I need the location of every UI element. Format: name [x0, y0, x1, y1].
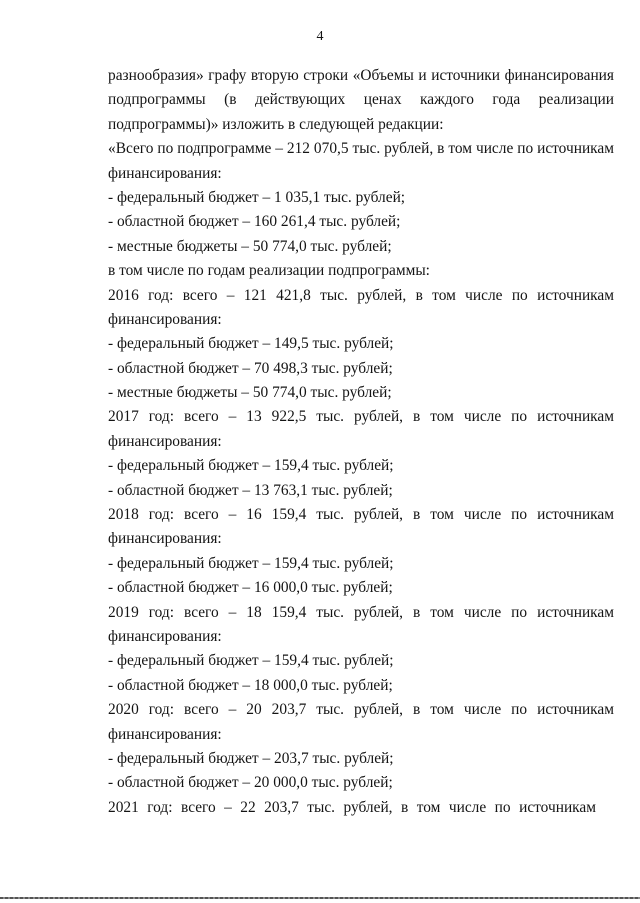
text-line: 2020 год: всего – 20 203,7 тыс. рублей, в том числе по источникам [108, 701, 614, 719]
text-line: - местные бюджеты – 50 774,0 тыс. рублей; [108, 384, 392, 402]
text-line: - федеральный бюджет – 159,4 тыс. рублей; [108, 652, 394, 670]
text-line: - областной бюджет – 160 261,4 тыс. рублей; [108, 213, 401, 231]
document-body [108, 64, 614, 820]
text-line: в том числе по годам реализации подпрограммы: [108, 262, 430, 280]
text-line: - областной бюджет – 16 000,0 тыс. рублей; [108, 579, 393, 597]
text-line: - областной бюджет – 70 498,3 тыс. рублей; [108, 359, 393, 377]
text-line: разнообразия» графу вторую строки «Объемы и источники финансирования [108, 67, 614, 84]
text-line: 2019 год: всего – 18 159,4 тыс. рублей, в том числе по источникам [108, 603, 614, 621]
text-line: 2016 год: всего – 121 421,8 тыс. рублей, в том числе по источникам [108, 286, 614, 304]
text-line: финансирования: [108, 310, 222, 328]
text-line: 2017 год: всего – 13 922,5 тыс. рублей, в том числе по источникам [108, 408, 614, 426]
text-line: - областной бюджет – 18 000,0 тыс. рублей; [108, 676, 393, 694]
text-line: - местные бюджеты – 50 774,0 тыс. рублей; [108, 237, 392, 255]
page-number: 4 [316, 29, 324, 44]
text-line: 2021 год: всего – 22 203,7 тыс. рублей, в том числе по источникам [108, 798, 596, 816]
text-line: финансирования: [108, 627, 222, 645]
text-line: - федеральный бюджет – 149,5 тыс. рублей; [108, 335, 394, 353]
text-line: финансирования: [108, 725, 222, 743]
text-line: «Всего по подпрограмме – 212 070,5 тыс. рублей, в том числе по источникам [108, 140, 614, 158]
text-line: - областной бюджет – 13 763,1 тыс. рублей; [108, 481, 393, 499]
text-line: финансирования: [108, 432, 222, 450]
text-line: - федеральный бюджет – 1 035,1 тыс. рублей; [108, 188, 406, 206]
text-line: подпрограммы)» изложить в следующей редакции: [108, 115, 444, 133]
text-line: - федеральный бюджет – 203,7 тыс. рублей; [108, 749, 394, 767]
page-bottom-edge [0, 897, 640, 899]
text-line: 2018 год: всего – 16 159,4 тыс. рублей, в том числе по источникам [108, 506, 614, 524]
text-line: финансирования: [108, 164, 222, 182]
text-line: подпрограммы (в действующих ценах каждого года реализации [108, 91, 614, 109]
text-line: - федеральный бюджет – 159,4 тыс. рублей; [108, 457, 394, 475]
text-line: финансирования: [108, 530, 222, 548]
text-line: - федеральный бюджет – 159,4 тыс. рублей; [108, 554, 394, 572]
text-line: - областной бюджет – 20 000,0 тыс. рублей; [108, 774, 393, 792]
